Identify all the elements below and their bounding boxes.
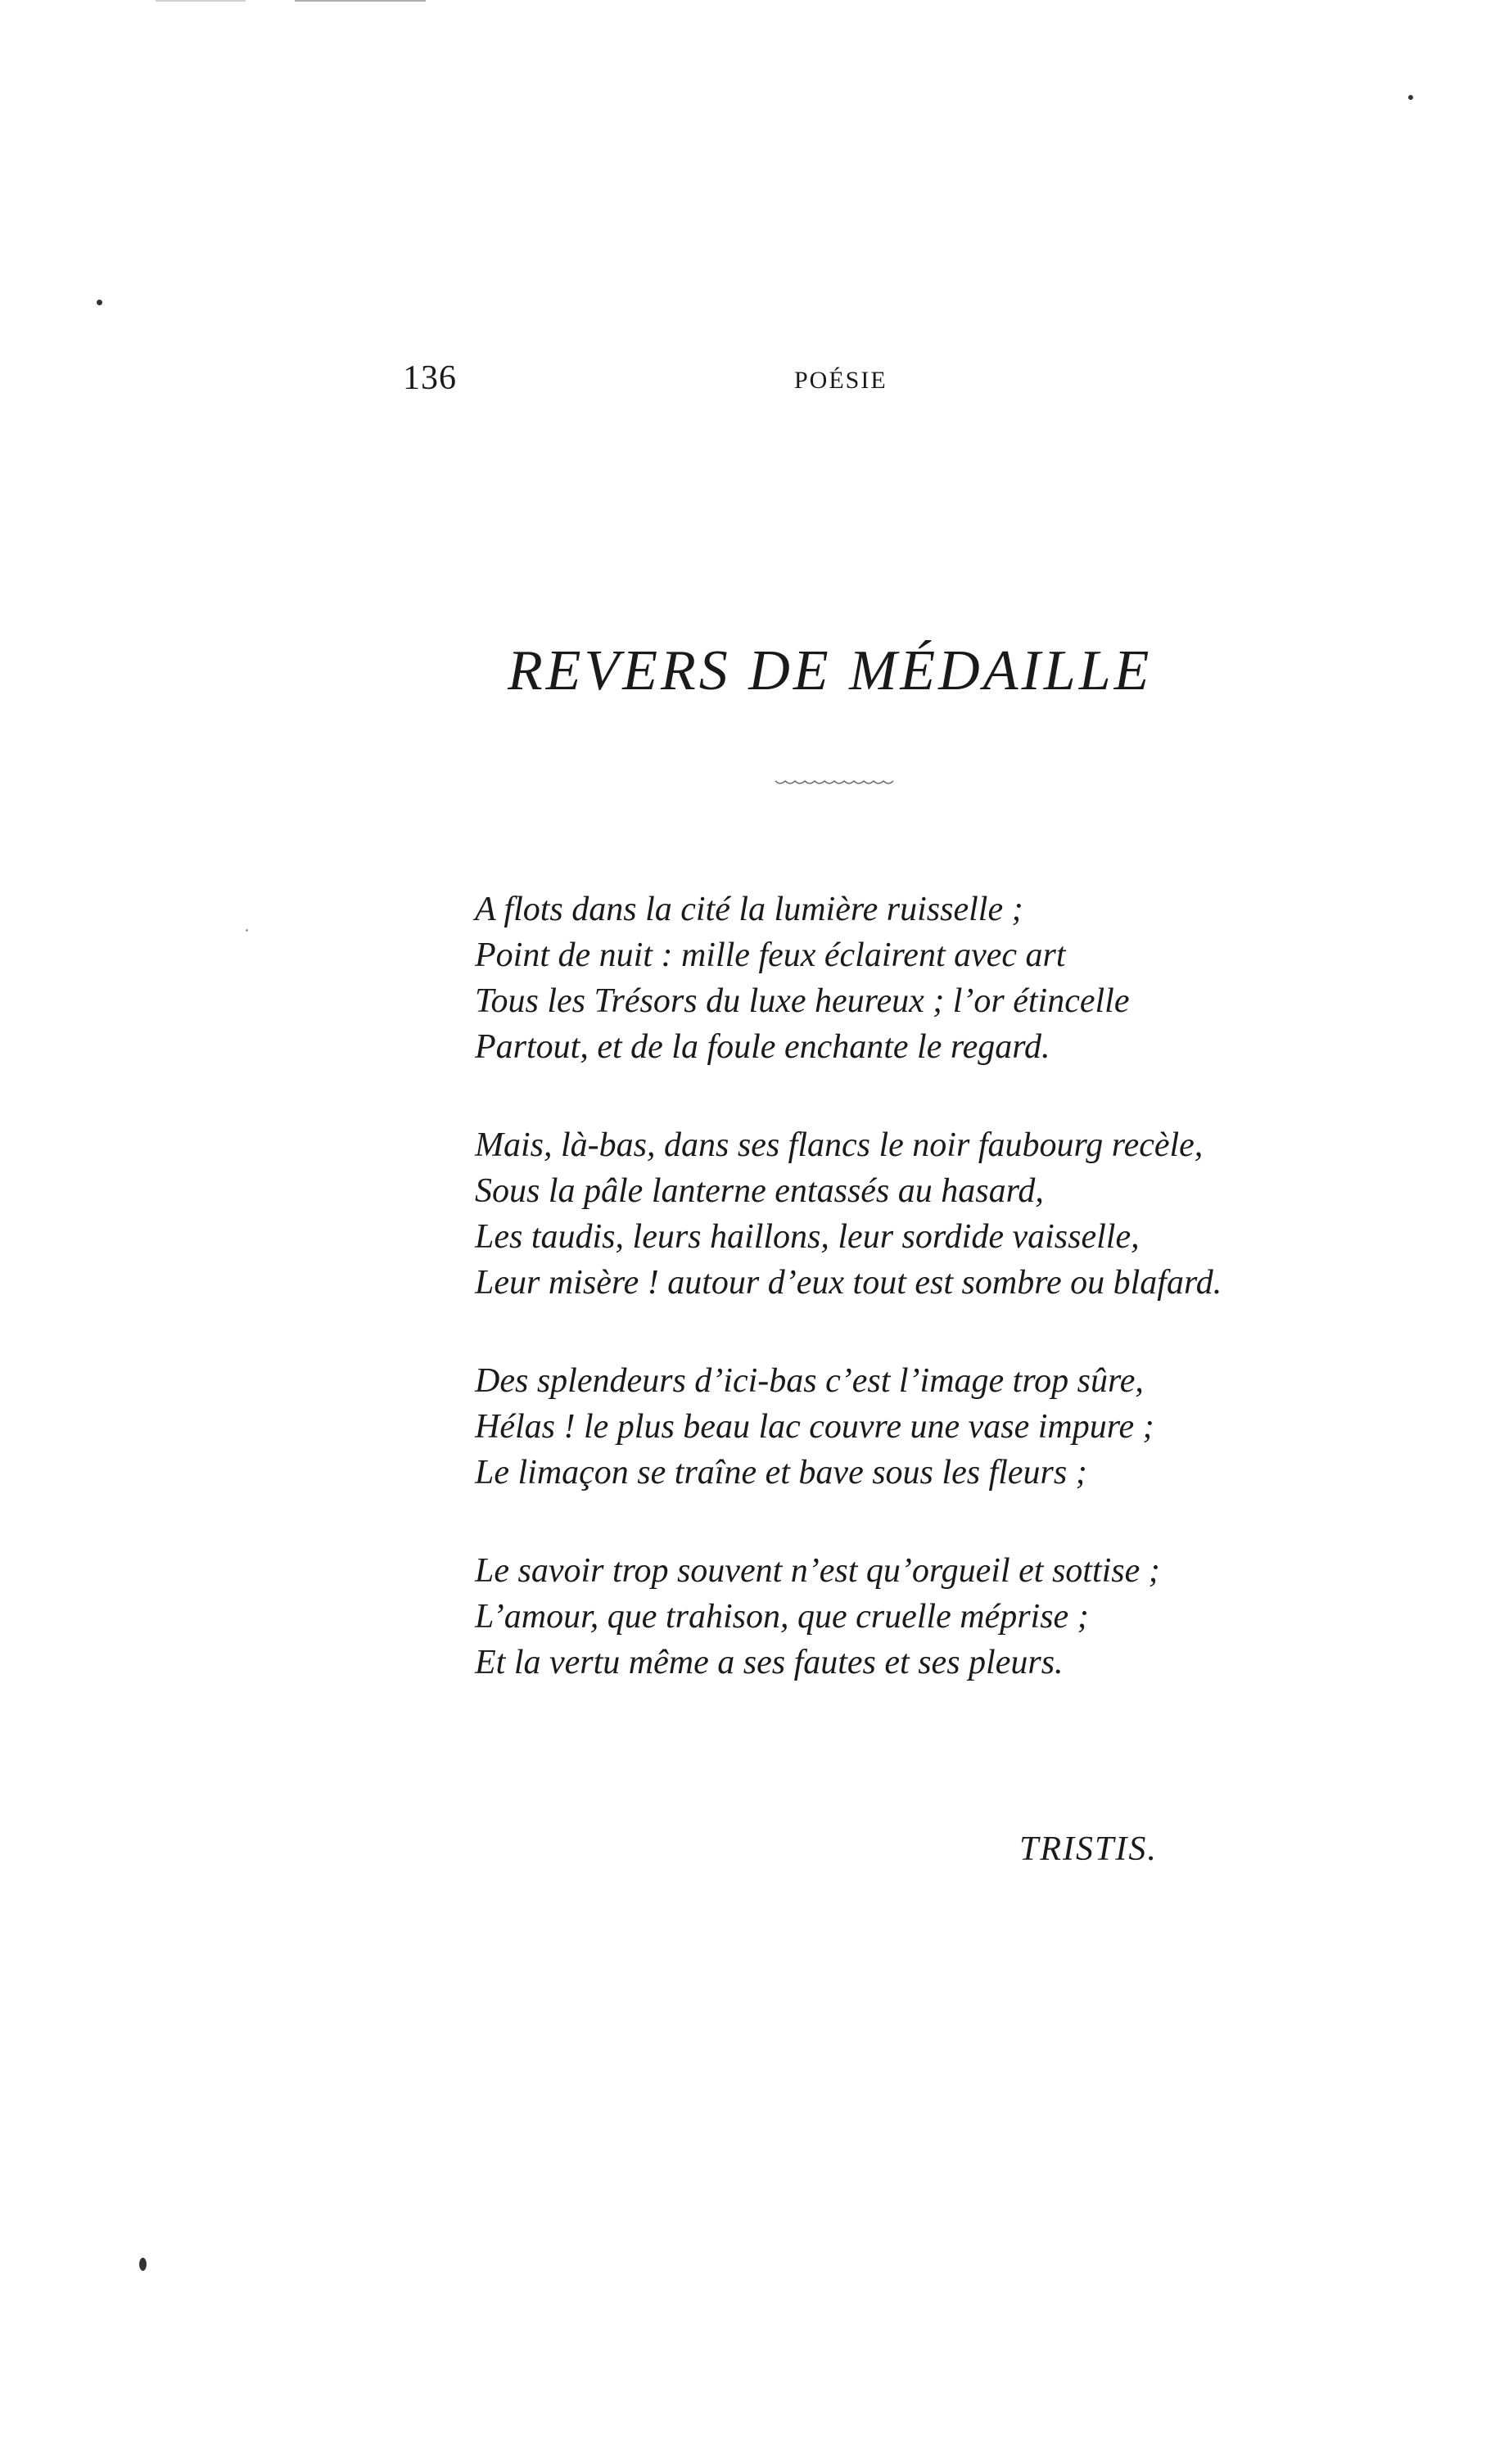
verse-line: Hélas ! le plus beau lac couvre une vase impure ; <box>475 1408 1154 1446</box>
stanza <box>475 1358 1294 1496</box>
verse-line: Et la vertu même a ses fautes et ses pleurs. <box>475 1644 1064 1681</box>
verse-line: Des splendeurs d’ici-bas c’est l’image trop sûre, <box>475 1362 1144 1400</box>
verse-line: Leur misère ! autour d’eux tout est sombre ou blafard. <box>475 1264 1222 1302</box>
verse-line: Le savoir trop souvent n’est qu’orgueil et sottise ; <box>475 1552 1160 1590</box>
verse-line: L’amour, que trahison, que cruelle méprise ; <box>475 1598 1089 1636</box>
stanza <box>475 887 1294 1070</box>
verse-line: Le limaçon se traîne et bave sous les fleurs ; <box>475 1454 1087 1491</box>
page-number: 136 <box>403 359 457 397</box>
verse-line: Sous la pâle lanterne entassés au hasard, <box>475 1172 1044 1210</box>
poem-body <box>475 887 1294 1738</box>
stanza <box>475 1122 1294 1306</box>
verse-line: A flots dans la cité la lumière ruisselle ; <box>475 891 1023 928</box>
top-edge-mark <box>156 0 246 2</box>
title-ornament <box>774 776 897 787</box>
ink-speck <box>1408 95 1413 100</box>
running-head: POÉSIE <box>794 367 888 394</box>
verse-line: Point de nuit : mille feux éclairent avec art <box>475 936 1066 974</box>
stanza <box>475 1548 1294 1686</box>
verse-line: Les taudis, leurs haillons, leur sordide vaisselle, <box>475 1218 1140 1256</box>
top-edge-mark <box>295 0 426 2</box>
verse-line: Mais, là-bas, dans ses flancs le noir faubourg recèle, <box>475 1126 1204 1164</box>
author-signature: TRISTIS. <box>1019 1830 1158 1868</box>
poem-title: REVERS DE MÉDAILLE <box>508 639 1153 702</box>
ink-speck <box>139 2258 147 2271</box>
verse-line: Tous les Trésors du luxe heureux ; l’or étincelle <box>475 982 1130 1020</box>
verse-line: Partout, et de la foule enchante le regard. <box>475 1028 1050 1066</box>
ink-speck <box>97 300 102 305</box>
ink-speck <box>246 929 248 932</box>
